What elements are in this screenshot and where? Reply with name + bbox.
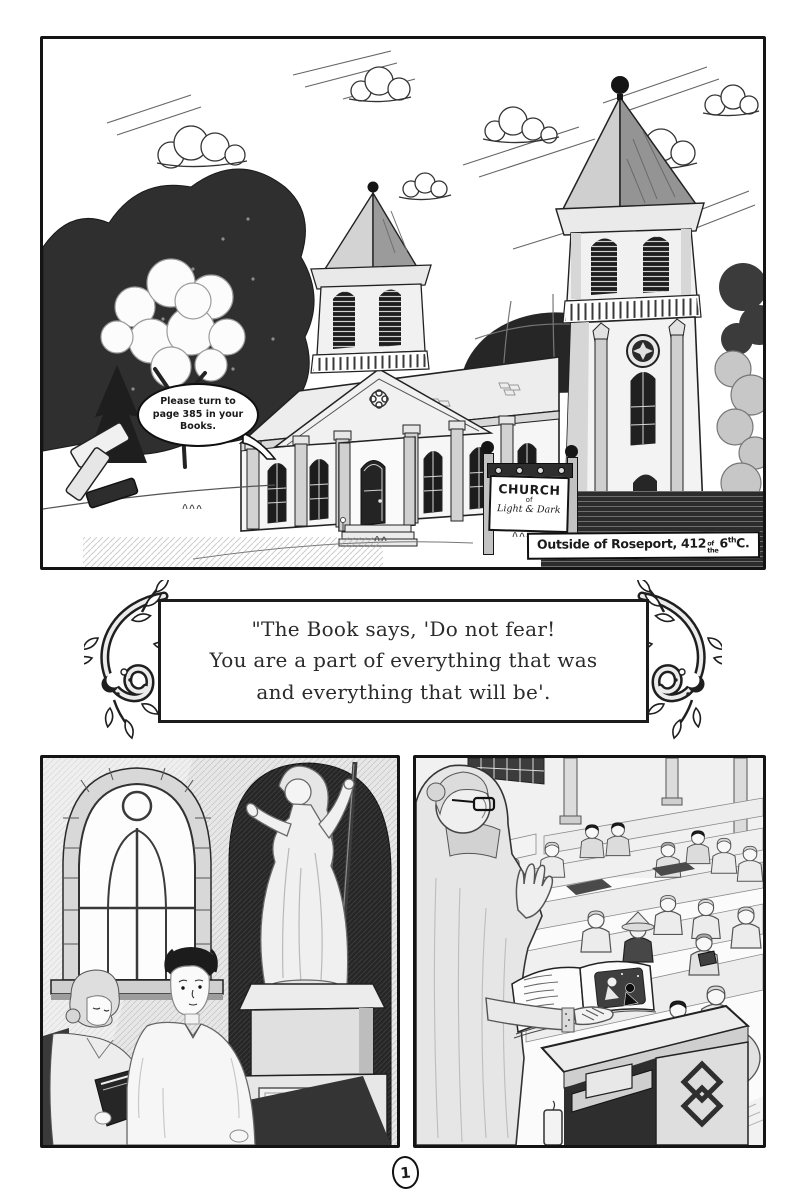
page-number-badge — [391, 1155, 421, 1190]
rose-window — [627, 335, 659, 367]
narration-line: You are a part of everything that was — [209, 648, 598, 673]
caption-stack: of the — [706, 539, 718, 555]
speech-bubble-tail — [241, 431, 281, 463]
finial-ball — [611, 76, 629, 94]
belfry — [567, 229, 697, 301]
narration-box — [158, 599, 649, 723]
location-caption — [526, 531, 759, 560]
sign-ornament-dot — [495, 467, 502, 474]
narration-line: and everything that will be'. — [256, 679, 551, 704]
caption-main: Outside of Roseport, 412 — [536, 535, 706, 552]
caption-century-end: C. — [735, 535, 750, 551]
caption-century-sup: th — [727, 535, 736, 545]
speech-bubble — [137, 383, 259, 447]
chapel-interior-illustration — [43, 758, 397, 1145]
speech-bubble-line: Books. — [180, 421, 216, 433]
congregation-illustration — [416, 758, 763, 1145]
preacher-hair-bun — [427, 783, 445, 801]
finial-ball — [368, 182, 379, 193]
church-exterior-illustration — [43, 39, 763, 567]
sign-of: of — [525, 495, 533, 504]
panel-chapel-interior — [40, 755, 400, 1148]
door-knob — [378, 499, 381, 502]
sign-board — [488, 475, 570, 533]
speech-bubble-line: page 385 in your — [152, 408, 244, 420]
sign-ornament-dot — [537, 467, 544, 474]
book-illustration — [594, 968, 646, 1009]
sign-subtitle: Light & Dark — [496, 503, 561, 517]
page-number: 1 — [399, 1163, 412, 1182]
statue-head — [285, 779, 311, 805]
caption-century: 6 — [718, 535, 728, 551]
speech-bubble-line: Please turn to — [160, 396, 236, 408]
panel-church-exterior — [40, 36, 766, 570]
sign-title: CHURCH — [498, 481, 561, 498]
narration-line: "The Book says, 'Do not fear! — [251, 616, 556, 641]
entrance-porch — [339, 437, 417, 546]
panel-congregation — [413, 755, 766, 1148]
sign-ornament-dot — [558, 467, 565, 474]
sign-ornament-dot — [516, 467, 523, 474]
